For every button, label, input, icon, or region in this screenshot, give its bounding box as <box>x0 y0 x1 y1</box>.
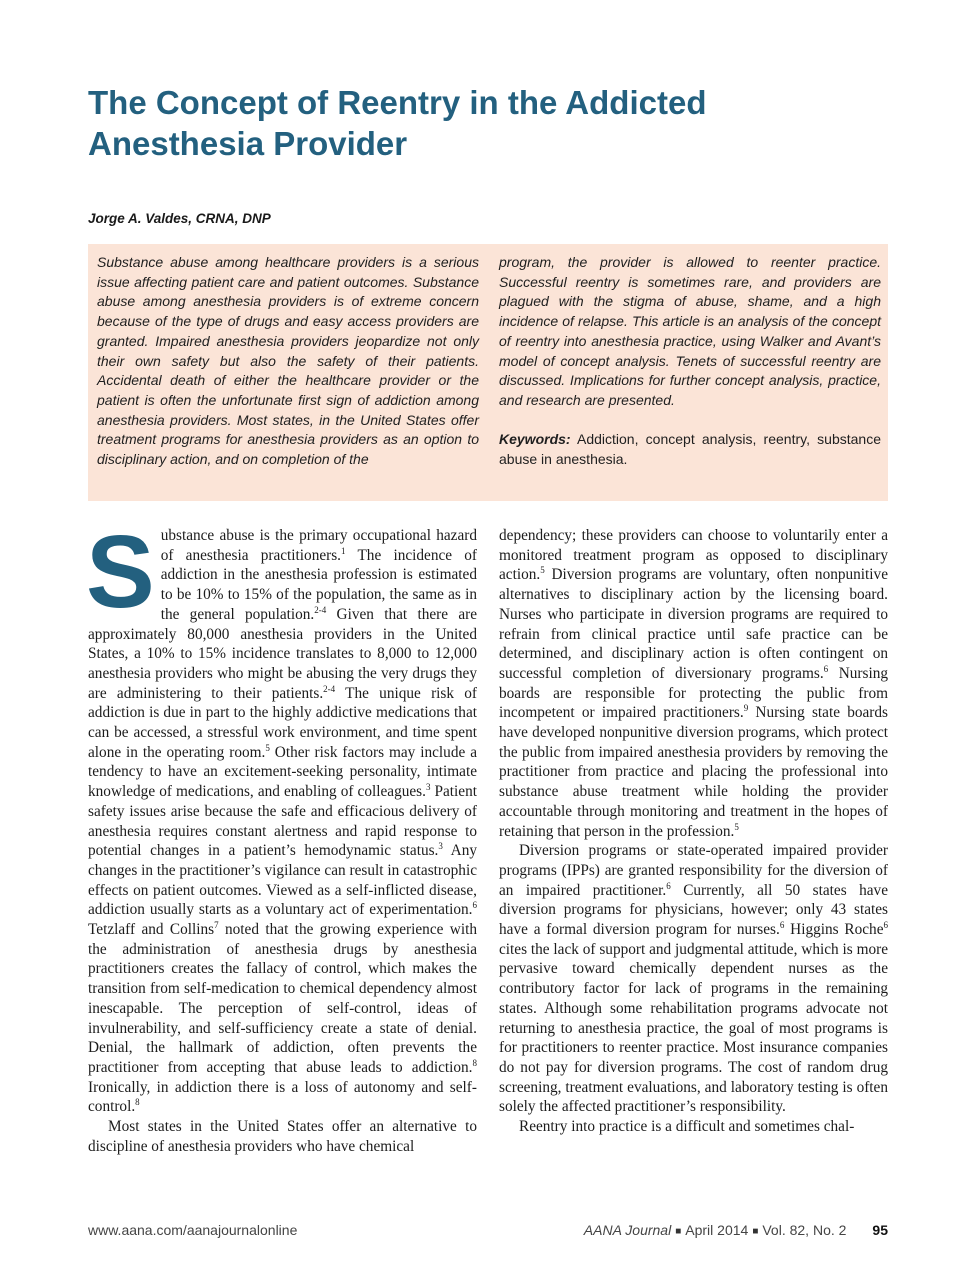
abstract-box <box>88 244 888 501</box>
journal-url[interactable]: www.aana.com/aanajournalonline <box>88 1222 298 1238</box>
citation-superscript: 3 <box>425 782 431 793</box>
citation-superscript: 2-4 <box>323 683 336 694</box>
drop-cap: S <box>86 514 155 629</box>
keywords-label: Keywords: <box>499 431 571 448</box>
citation-superscript: 1 <box>341 545 346 556</box>
citation-superscript: 5 <box>734 821 739 832</box>
separator: ■ <box>752 1226 759 1237</box>
keywords <box>499 430 881 469</box>
body-paragraph <box>499 526 888 841</box>
citation-superscript: 8 <box>135 1097 140 1108</box>
citation-superscript: 6 <box>666 880 671 891</box>
citation-superscript: 5 <box>540 565 545 576</box>
abstract-right-column <box>499 253 881 470</box>
citation-superscript: 7 <box>214 920 219 931</box>
citation-superscript: 3 <box>438 841 443 852</box>
page-footer <box>88 1222 888 1242</box>
citation-superscript: 5 <box>265 742 270 753</box>
abstract-text-right: program, the provider is allowed to reenter practice. Successful reentry is sometimes rare, and providers are plagued with the stigma of abuse, shame, and a high incidence of relapse. This article is an analysis of the concept of reentry into anesthesia practice, using Walker and Avant’s model of concept analysis. Tenets of successful reentry are discussed. Implications for further concept analysis, practice, and research are presented. <box>499 254 881 408</box>
citation-superscript: 6 <box>472 900 477 911</box>
body-column-right <box>499 526 888 1137</box>
citation-superscript: 8 <box>472 1057 477 1068</box>
keywords-text: Addiction, concept analysis, reentry, substance abuse in anesthesia. <box>499 431 881 468</box>
citation-superscript: 6 <box>779 920 785 931</box>
paragraph-text: Most states in the United States offer an alternative to discipline of anesthesia providers who have chemical <box>88 1118 477 1155</box>
journal-name: AANA Journal <box>583 1222 672 1238</box>
body-column-left <box>86 514 478 1157</box>
volume-number: Vol. 82, No. 2 <box>762 1222 847 1238</box>
separator: ■ <box>675 1226 682 1237</box>
paragraph-text: dependency; these providers can choose to voluntarily enter a monitored treatment program as opposed to disciplinary action.$^5$ Diversion programs are voluntary, often nonpunitive alternatives to disciplinary action by the licensing board. Nurses who participate in diversion programs are required to refrain from clinical practice until safe practice can be determined, and disciplinary action is often contingent on successful completion of diversionary programs.$^6$ Nursing boards are responsible for protecting the public from incompetent or impaired practitioners.$^9$ Nursing state boards have developed nonpunitive diversion programs, which protect the public from impaired anesthesia providers by removing the practitioner from practice and placing the professional into substance abuse treatment while holding the provider accountable through monitoring and treatment in the hopes of retaining that person in the profession.$^5$ <box>499 527 888 840</box>
citation-superscript: 9 <box>743 703 749 714</box>
abstract-text-left: Substance abuse among healthcare providers is a serious issue affecting patient care and patient outcomes. Substance abuse among anesthesia providers is of extreme concern because of the type of drugs and easy access providers are granted. Impaired anesthesia providers jeopardize not only their own safety but also the safety of their patients. Accidental death of either the healthcare provider or the patient is often the unfortunate first sign of addiction among anesthesia providers. Most states, in the United States offer treatment programs for anesthesia providers as an option to disciplinary action, and on completion of the <box>97 254 479 468</box>
article-title: The Concept of Reentry in the Addicted Anesthesia Provider <box>88 84 707 162</box>
citation-superscript: 2-4 <box>314 604 327 615</box>
citation-superscript: 6 <box>883 920 888 931</box>
issue-date: April 2014 <box>685 1222 749 1238</box>
citation-superscript: 6 <box>823 663 829 674</box>
footer-citation <box>584 1222 888 1238</box>
paragraph-text: Diversion programs or state-operated impaired provider programs (IPPs) are granted responsibility for the diversion of an impaired practitioner.$^6$ Currently, all 50 states have diversion programs for physicians, however; only 43 states have a formal diversion program for nurses.$^6$ Higgins Roche$^6$ cites the lack of support and judgmental attitude, which is more pervasive toward chemically dependent nurses as the contributory factor for lack of programs in the remaining states. Although some rehabilitation programs advocate not returning to anesthesia practice, the goal of most programs is for practitioners to reenter practice. Most insurance companies do not pay for diversion programs. The cost of random drug screening, treatment evaluations, and laboratory testing is often solely the affected practitioner’s responsibility. <box>499 842 888 1116</box>
body-paragraph <box>499 1117 888 1137</box>
author-byline: Jorge A. Valdes, CRNA, DNP <box>88 211 271 226</box>
body-paragraph <box>88 1117 477 1156</box>
body-paragraph <box>86 514 478 1117</box>
paragraph-text: Reentry into practice is a difficult and sometimes chal- <box>519 1118 855 1136</box>
paragraph-text: ubstance abuse is the primary occupational hazard of anesthesia practitioners.$^1$ The incidence of addiction in the anesthesia profession is estimated to be 10% to 15% of the population, the same as in the general population.$^{2-4}$ Given that there are approximately 80,000 anesthesia providers in the United States, a 10% to 15% incidence translates to 8,000 to 12,000 anesthesia providers who might be abusing the very drugs they are administering to their patients.$^{2-4}$ The unique risk of addiction is due in part to the highly addictive medications that can be accessed, a stressful work environment, and time spent alone in the operating room.$^5$ Other risk factors may include a tendency to have an excitement-seeking personality, intimate knowledge of medications, and enabling of colleagues.$^3$ Patient safety issues arise because the safe and efficacious delivery of anesthesia requires constant alertness and rapid response to potential changes in a patient’s hemodynamic status.$^3$ Any changes in the practitioner’s vigilance can result in catastrophic effects on patient outcomes. Viewed as a self-inflicted disease, addiction usually starts as a voluntary act of experimentation.$^6$ Tetzlaff and Collins$^7$ noted that the growing experience with the administration of anesthesia drugs by anesthesia practitioners creates the fallacy of control, which makes the transition from self-medication to chemical dependency almost inescapable. The perception of self-control, ideas of invulnerability, and self-sufficiency create a state of denial. Denial, the hallmark of addiction, often prevents the practitioner from accepting that abuse leads to addiction.$^8$ Ironically, in addiction there is a loss of autonomy and self-control.$^8$ <box>88 527 478 1116</box>
page-number: 95 <box>872 1222 888 1238</box>
body-paragraph <box>499 841 888 1117</box>
